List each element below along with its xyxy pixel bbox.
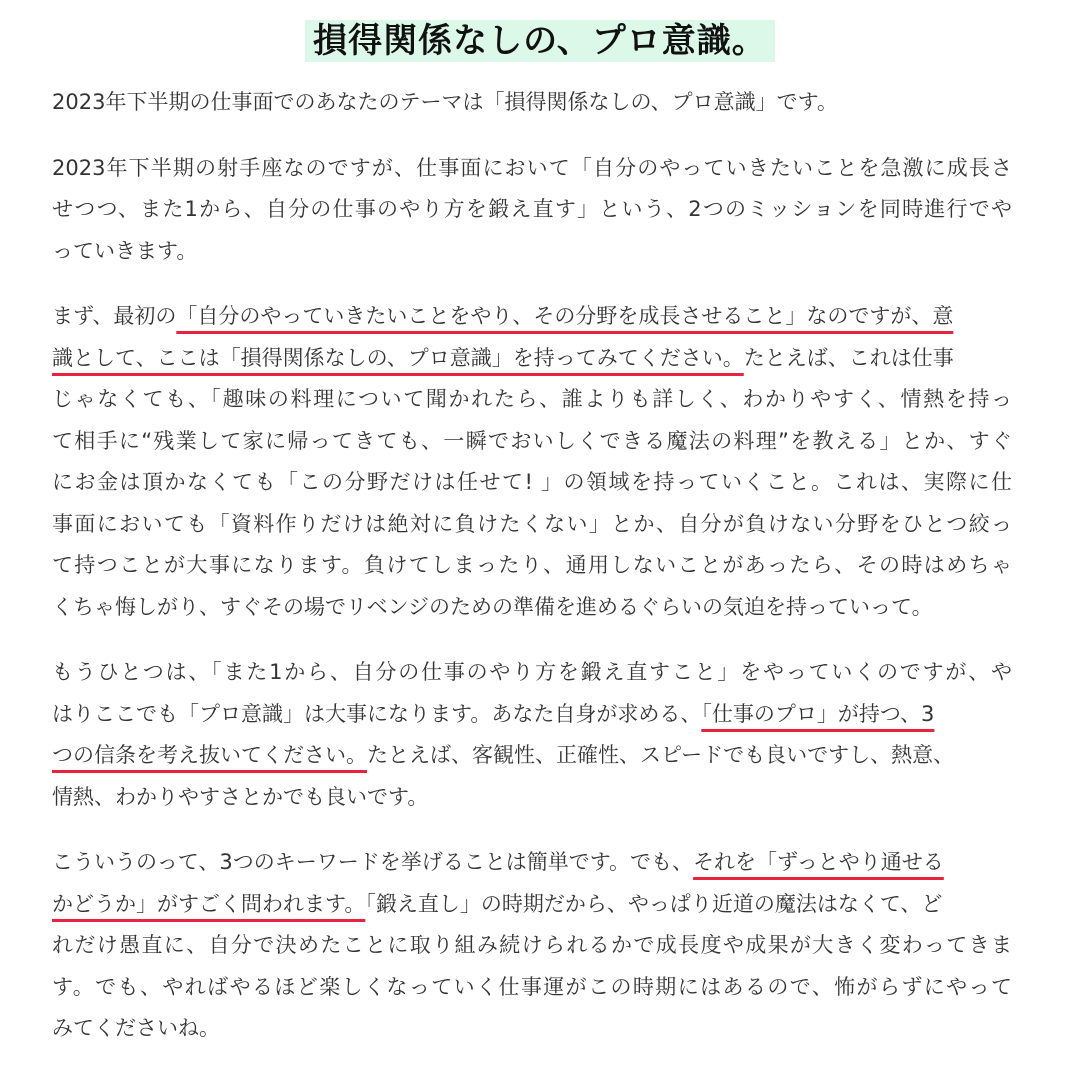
line-text: て持つことが大事になります。負けてしまったり、通用しないことがあったら、その時はめちゃ <box>52 553 1012 577</box>
text-line <box>52 189 1012 231</box>
line-text: じゃなくても、「趣味の料理について聞かれたら、誰よりも詳しく、わかりやすく、情熱を持っ <box>52 387 1012 411</box>
line-text: みてくださいね。 <box>52 1016 220 1040</box>
text-line <box>52 504 1012 546</box>
text-line <box>52 296 1012 338</box>
text-line <box>52 421 1012 463</box>
highlighted-text: かどうか」がすごく問われます。 <box>52 891 366 916</box>
highlighted-text: 「仕事のプロ」が持つ、3 <box>701 701 935 726</box>
line-text: す。でも、やればやるほど楽しくなっていく仕事運がこの時期にはあるので、怖がらずにやって <box>52 974 1012 999</box>
text-line <box>52 652 1012 694</box>
text-line <box>52 842 1012 884</box>
line-text: て相手に“残業して家に帰ってきても、一瞬でおいしくできる魔法の料理”を教える」とか、すぐ <box>52 428 1012 453</box>
text-line <box>52 1008 1012 1050</box>
line-text: もうひとつは、「また1から、自分の仕事のやり方を鍛え直すこと」をやっていくのですが、や <box>52 660 1012 684</box>
article-body <box>52 82 1012 1074</box>
line-text: 2023年下半期の仕事面でのあなたのテーマは「損得関係なしの、プロ意識」です。 <box>52 90 838 114</box>
text-line <box>52 231 1012 273</box>
text-line <box>52 694 1012 736</box>
text-line <box>52 545 1012 587</box>
text-line <box>52 925 1012 967</box>
line-text: こういうのって、3つのキーワードを挙げることは簡単です。でも、 <box>52 850 694 874</box>
text-line <box>52 735 1012 777</box>
paragraph <box>52 148 1012 273</box>
line-text: はりここでも「プロ意識」は大事になります。あなた自身が求める、 <box>52 701 702 726</box>
line-text: くちゃ悔しがり、すぐその場でリベンジのための準備を進めるぐらいの気迫を持っていって。 <box>52 594 933 619</box>
text-line <box>52 884 1012 926</box>
paragraph <box>52 842 1012 1050</box>
line-text: っていきます。 <box>52 238 198 263</box>
line-text: せつつ、また1から、自分の仕事のやり方を鍛え直す」という、2つのミッションを同時進行でや <box>52 197 1012 221</box>
line-text: まず、最初の <box>52 304 177 328</box>
text-line <box>52 587 1012 629</box>
line-text: たとえば、これは仕事 <box>743 345 954 370</box>
article-title: 損得関係なしの、プロ意識。 <box>305 20 775 62</box>
text-line <box>52 148 1012 190</box>
line-text: れだけ愚直に、自分で決めたことに取り組み続けられるかで成長度や成果が大きく変わってきま <box>52 933 1012 957</box>
paragraph <box>52 82 1012 124</box>
title-area <box>0 20 1080 62</box>
line-text: 情熱、わかりやすさとかでも良いです。 <box>52 784 429 809</box>
highlighted-text: それを「ずっとやり通せる <box>693 850 944 874</box>
line-text: にお金は頂かなくても「この分野だけは任せて! 」の領域を持っていくこと。これは、実際に仕 <box>52 470 1012 494</box>
paragraph <box>52 652 1012 818</box>
text-line <box>52 777 1012 819</box>
text-line <box>52 379 1012 421</box>
highlighted-text: つの信条を考え抜いてください。 <box>52 743 367 767</box>
line-text: たとえば、客観性、正確性、スピードでも良いですし、熱意、 <box>367 743 955 767</box>
text-line <box>52 338 1012 380</box>
line-text: 2023年下半期の射手座なのですが、仕事面において「自分のやっていきたいことを急激に成長さ <box>52 155 1012 180</box>
paragraph <box>52 296 1012 628</box>
text-line <box>52 82 1012 124</box>
text-line <box>52 462 1012 504</box>
line-text: 「鍛え直し」の時期だから、やっぱり近道の魔法はなくて、ど <box>365 891 943 916</box>
line-text: 事面においても「資料作りだけは絶対に負けたくない」とか、自分が負けない分野をひとつ絞っ <box>52 511 1012 536</box>
text-line <box>52 967 1012 1009</box>
highlighted-text: 識として、ここは「損得関係なしの、プロ意識」を持ってみてください。 <box>52 345 744 370</box>
highlighted-text: 「自分のやっていきたいことをやり、その分野を成長させること」なのですが、意 <box>176 304 954 328</box>
